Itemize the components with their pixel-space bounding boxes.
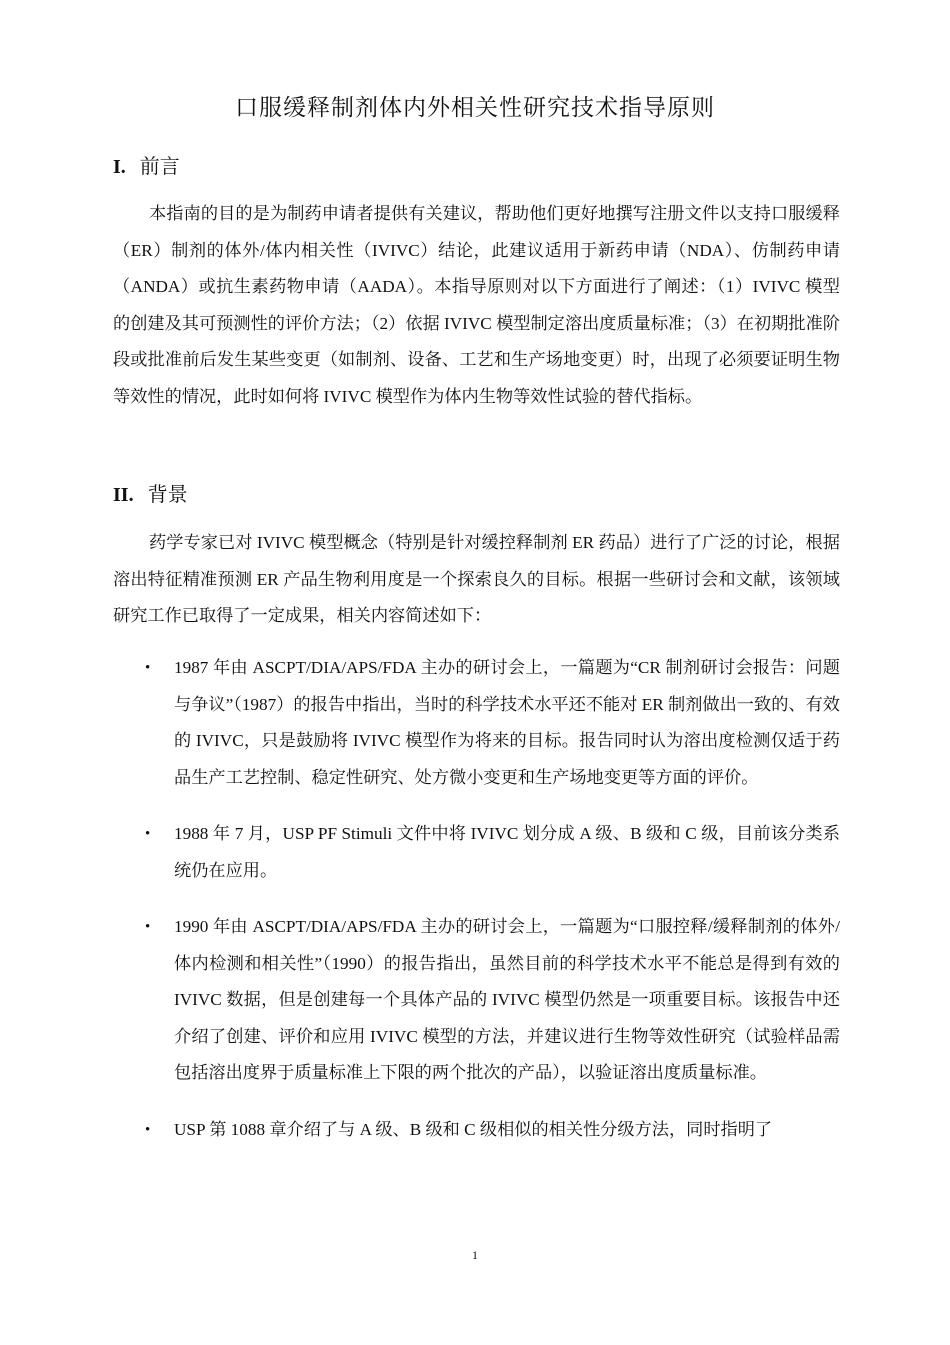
list-item-text: 1990 年由 ASCPT/DIA/APS/FDA 主办的研讨会上，一篇题为“口服控释/缓释制剂的体外/体内检测和相关性”（1990）的报告指出，虽然目前的科学技术水平不能总是得到有效的 IVIVC 数据，但是创建每一个具体产品的 IVIVC 模型仍然是一项重要目标。该报告中还介绍了创建、评价和应用 IVIVC 模型的方法，并建议进行生物等效性研究（试验样品需包括溶出度界于质量标准上下限的两个批次的产品），以验证溶出度质量标准。 <box>174 917 840 1082</box>
section-title: 前言 <box>139 156 180 178</box>
list-item <box>113 650 840 796</box>
section-number: I. <box>113 156 126 178</box>
section-heading-background <box>113 480 188 510</box>
bullet-marker: • <box>145 826 151 842</box>
bullet-marker: • <box>145 919 151 935</box>
section-title: 背景 <box>147 484 188 506</box>
section-number: II. <box>113 484 134 506</box>
bullet-marker: • <box>145 1121 151 1138</box>
list-item <box>113 909 840 1092</box>
bullet-list <box>113 650 840 1148</box>
bullet-marker: • <box>145 660 151 676</box>
background-paragraph: 药学专家已对 IVIVC 模型概念（特别是针对缓控释制剂 ER 药品）进行了广泛的讨论，根据溶出特征精准预测 ER 产品生物利用度是一个探索良久的目标。根据一些研讨会和文献，该领域研究工作已取得了一定成果，相关内容简述如下： <box>113 533 840 625</box>
preface-paragraph: 本指南的目的是为制药申请者提供有关建议，帮助他们更好地撰写注册文件以支持口服缓释（ER）制剂的体外/体内相关性（IVIVC）结论，此建议适用于新药申请（NDA）、仿制药申请（ANDA）或抗生素药物申请（AADA）。本指导原则对以下方面进行了阐述：（1）IVIVC 模型的创建及其可预测性的评价方法；（2）依据 IVIVC 模型制定溶出度质量标准；（3）在初期批准阶段或批准前后发生某些变更（如制剂、设备、工艺和生产场地变更）时，出现了必须要证明生物等效性的情况，此时如何将 IVIVC 模型作为体内生物等效性试验的替代指标。 <box>113 204 840 406</box>
list-item-text: 1988 年 7 月，USP PF Stimuli 文件中将 IVIVC 划分成 A 级、B 级和 C 级，目前该分类系统仍在应用。 <box>174 824 840 880</box>
document-title: 口服缓释制剂体内外相关性研究技术指导原则 <box>235 95 715 120</box>
section-heading-preface <box>113 152 180 182</box>
list-item <box>113 1112 840 1149</box>
list-item-text: 1987 年由 ASCPT/DIA/APS/FDA 主办的研讨会上，一篇题为“CR 制剂研讨会报告：问题与争议”（1987）的报告中指出，当时的科学技术水平还不能对 ER 制剂做出一致的、有效的 IVIVC，只是鼓励将 IVIVC 模型作为将来的目标。报告同时认为溶出度检测仅适于药品生产工艺控制、稳定性研究、处方微小变更和生产场地变更等方面的评价。 <box>174 658 840 787</box>
page-number: 1 <box>472 1248 478 1262</box>
list-item <box>113 816 840 889</box>
list-item-text: USP 第 1088 章介绍了与 A 级、B 级和 C 级相似的相关性分级方法，同时指明了 <box>174 1119 773 1139</box>
